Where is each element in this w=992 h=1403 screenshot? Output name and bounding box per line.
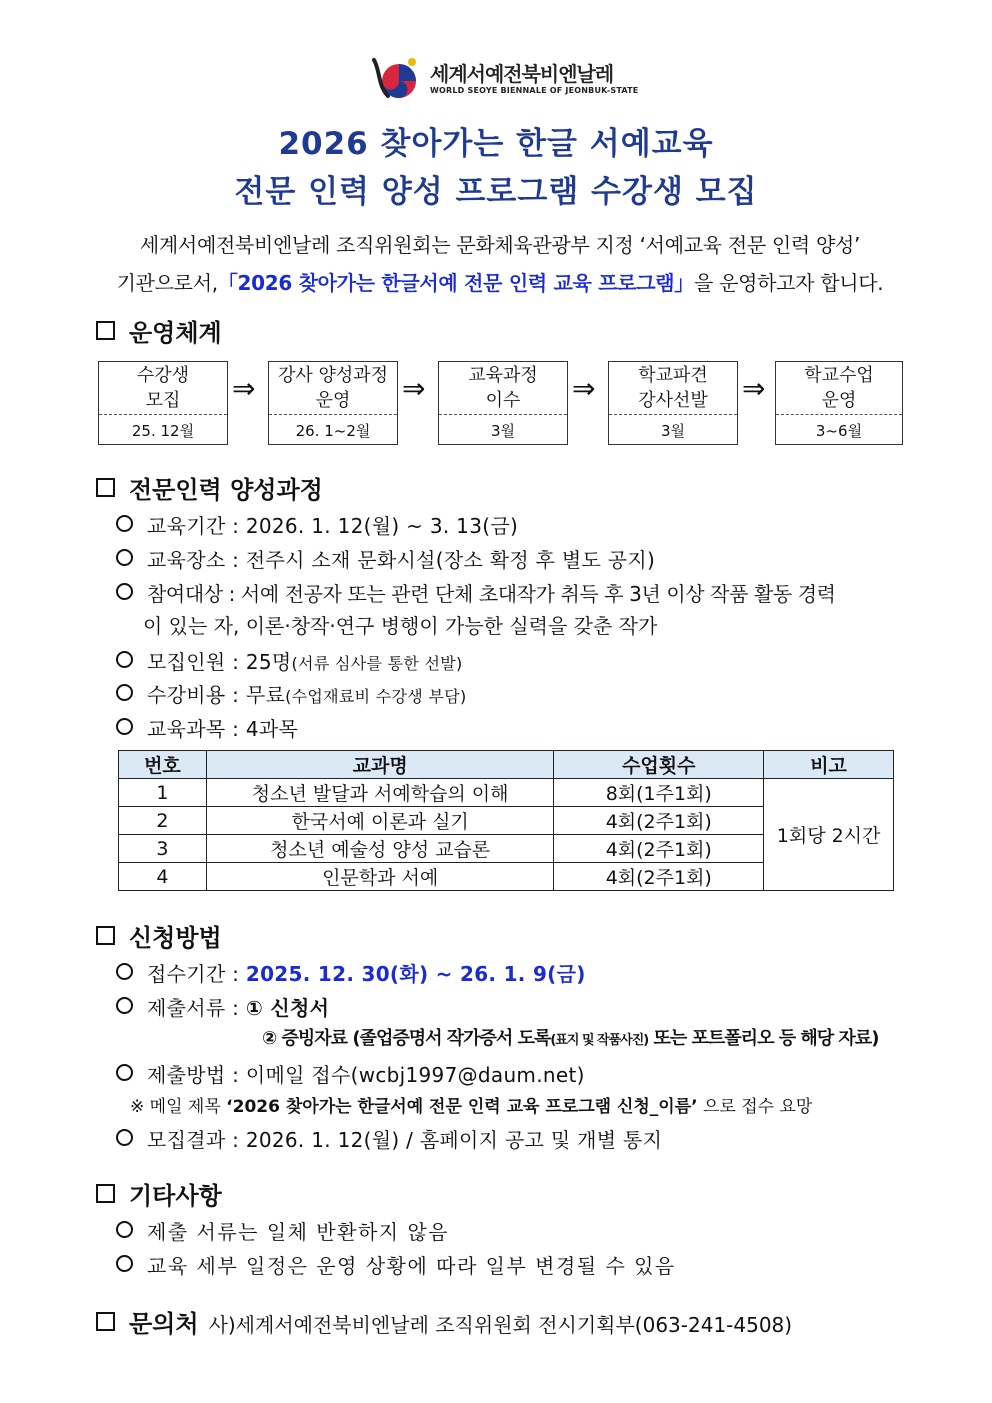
contact-info: 사)세계서예전북비엔날레 조직위원회 전시기획부(063-241-4508)	[208, 1313, 793, 1337]
course-sessions: 8회(1주1회)	[554, 779, 764, 807]
circle-bullet-icon	[116, 549, 133, 566]
intro-line2	[100, 264, 900, 302]
flow-step-label: 학교파견 강사선발	[609, 362, 737, 415]
right-double-arrow-icon: ⇒	[742, 372, 766, 405]
checkbox-square-icon	[96, 321, 115, 340]
course-number: 1	[119, 779, 207, 807]
flow-step-4	[608, 361, 738, 445]
circle-bullet-icon	[116, 684, 133, 701]
apply-email-subject-note: ※ 메일 제목 ‘2026 찾아가는 한글서예 전문 인력 교육 프로그램 신청_이름’ 으로 접수 요망	[130, 1097, 813, 1117]
course-number: 2	[119, 807, 207, 835]
circle-bullet-icon	[116, 1064, 133, 1081]
table-header-sessions: 수업횟수	[554, 751, 764, 779]
apply-result: 모집결과 : 2026. 1. 12(월) / 홈페이지 공고 및 개별 통지	[116, 1124, 662, 1153]
table-header-remarks: 비고	[764, 751, 894, 779]
etc-item-2: 교육 세부 일정은 운영 상황에 따라 일부 변경될 수 있음	[116, 1250, 676, 1279]
circle-bullet-icon	[116, 718, 133, 735]
logo-korean-name: 세계서예전북비엔날레	[430, 62, 614, 86]
training-fee: 수강비용 : 무료(수업재료비 수강생 부담)	[116, 679, 467, 708]
circle-bullet-icon	[116, 651, 133, 668]
apply-period: 접수기간 : 2025. 12. 30(화) ~ 26. 1. 9(금)	[116, 958, 586, 987]
flow-step-label: 강사 양성과정 운영	[269, 362, 397, 415]
course-name: 청소년 발달과 서예학습의 이해	[206, 779, 554, 807]
circle-bullet-icon	[116, 583, 133, 600]
course-number: 3	[119, 835, 207, 863]
table-header-number: 번호	[119, 751, 207, 779]
flow-step-1	[98, 361, 228, 445]
biennale-logo-icon	[368, 52, 424, 106]
section-heading-operation: 운영체계	[96, 313, 222, 348]
flow-step-date: 25. 12월	[131, 421, 195, 440]
course-name: 한국서예 이론과 실기	[206, 807, 554, 835]
course-sessions: 4회(2주1회)	[554, 807, 764, 835]
course-table	[118, 750, 894, 891]
course-sessions: 4회(2주1회)	[554, 835, 764, 863]
circle-bullet-icon	[116, 1221, 133, 1238]
flow-step-2	[268, 361, 398, 445]
right-double-arrow-icon: ⇒	[232, 372, 256, 405]
intro-program-name: 「2026 찾아가는 한글서예 전문 인력 교육 프로그램」	[217, 271, 694, 295]
right-double-arrow-icon: ⇒	[572, 372, 596, 405]
etc-item-1: 제출 서류는 일체 반환하지 않음	[116, 1216, 449, 1245]
right-double-arrow-icon: ⇒	[402, 372, 426, 405]
section-heading-contact: 문의처 사)세계서예전북비엔날레 조직위원회 전시기획부(063-241-4508)	[96, 1304, 792, 1339]
flow-step-label: 학교수업 운영	[776, 362, 902, 415]
course-sessions: 4회(2주1회)	[554, 863, 764, 891]
section-heading-etc: 기타사항	[96, 1176, 222, 1211]
flow-step-date: 26. 1~2월	[295, 421, 371, 440]
intro-line1: 세계서예전북비엔날레 조직위원회는 문화체육관광부 지정 ‘서예교육 전문 인력 양성’	[139, 233, 861, 257]
intro-line2-post: 을 운영하고자 합니다.	[694, 271, 884, 295]
course-remarks: 1회당 2시간	[764, 779, 894, 891]
flow-step-date: 3월	[490, 421, 516, 440]
training-target: 참여대상 : 서예 전공자 또는 관련 단체 초대작가 취득 후 3년 이상 작품 활동 경력	[116, 578, 836, 607]
training-place: 교육장소 : 전주시 소재 문화시설(장소 확정 후 별도 공지)	[116, 544, 655, 573]
flow-step-label: 수강생 모집	[99, 362, 227, 415]
table-row	[119, 779, 894, 807]
flow-step-3	[438, 361, 568, 445]
course-number: 4	[119, 863, 207, 891]
table-header-row	[119, 751, 894, 779]
table-header-subject: 교과명	[206, 751, 554, 779]
section-heading-training: 전문인력 양성과정	[96, 470, 323, 505]
course-name: 청소년 예술성 양성 교습론	[206, 835, 554, 863]
flow-step-date: 3~6월	[815, 421, 863, 440]
course-name: 인문학과 서예	[206, 863, 554, 891]
flow-step-date: 3월	[660, 421, 686, 440]
organization-logo	[368, 52, 638, 106]
checkbox-square-icon	[96, 926, 115, 945]
training-period: 교육기간 : 2026. 1. 12(월) ~ 3. 13(금)	[116, 510, 518, 539]
flow-step-label: 교육과정 이수	[439, 362, 567, 415]
circle-bullet-icon	[116, 1129, 133, 1146]
flow-step-5	[775, 361, 903, 445]
training-target-continued: 이 있는 자, 이론·창작·연구 병행이 가능한 실력을 갖춘 작가	[143, 614, 658, 638]
apply-method: 제출방법 : 이메일 접수(wcbj1997@daum.net)	[116, 1059, 585, 1088]
checkbox-square-icon	[96, 1312, 115, 1331]
circle-bullet-icon	[116, 997, 133, 1014]
apply-doc2: ② 증빙자료 (졸업증명서 작가증서 도록(표지 및 작품사진) 또는 포트폴리오 등 해당 자료)	[262, 1028, 879, 1049]
circle-bullet-icon	[116, 963, 133, 980]
training-count: 모집인원 : 25명(서류 심사를 통한 선발)	[116, 646, 463, 675]
page-title-line1: 2026 찾아가는 한글 서예교육	[278, 126, 714, 162]
checkbox-square-icon	[96, 1184, 115, 1203]
apply-doc1: ① 신청서	[245, 996, 330, 1020]
checkbox-square-icon	[96, 478, 115, 497]
page-title-line2: 전문 인력 양성 프로그램 수강생 모집	[234, 174, 758, 210]
intro-paragraph	[100, 226, 900, 302]
logo-english-name: WORLD SEOYE BIENNALE OF JEONBUK-STATE	[430, 86, 639, 95]
intro-line2-pre: 기관으로서,	[116, 271, 218, 295]
training-subjects: 교육과목 : 4과목	[116, 713, 298, 742]
circle-bullet-icon	[116, 515, 133, 532]
apply-period-value: 2025. 12. 30(화) ~ 26. 1. 9(금)	[245, 962, 586, 986]
section-heading-apply: 신청방법	[96, 918, 222, 953]
apply-documents: 제출서류 : ① 신청서	[116, 992, 329, 1021]
circle-bullet-icon	[116, 1255, 133, 1272]
